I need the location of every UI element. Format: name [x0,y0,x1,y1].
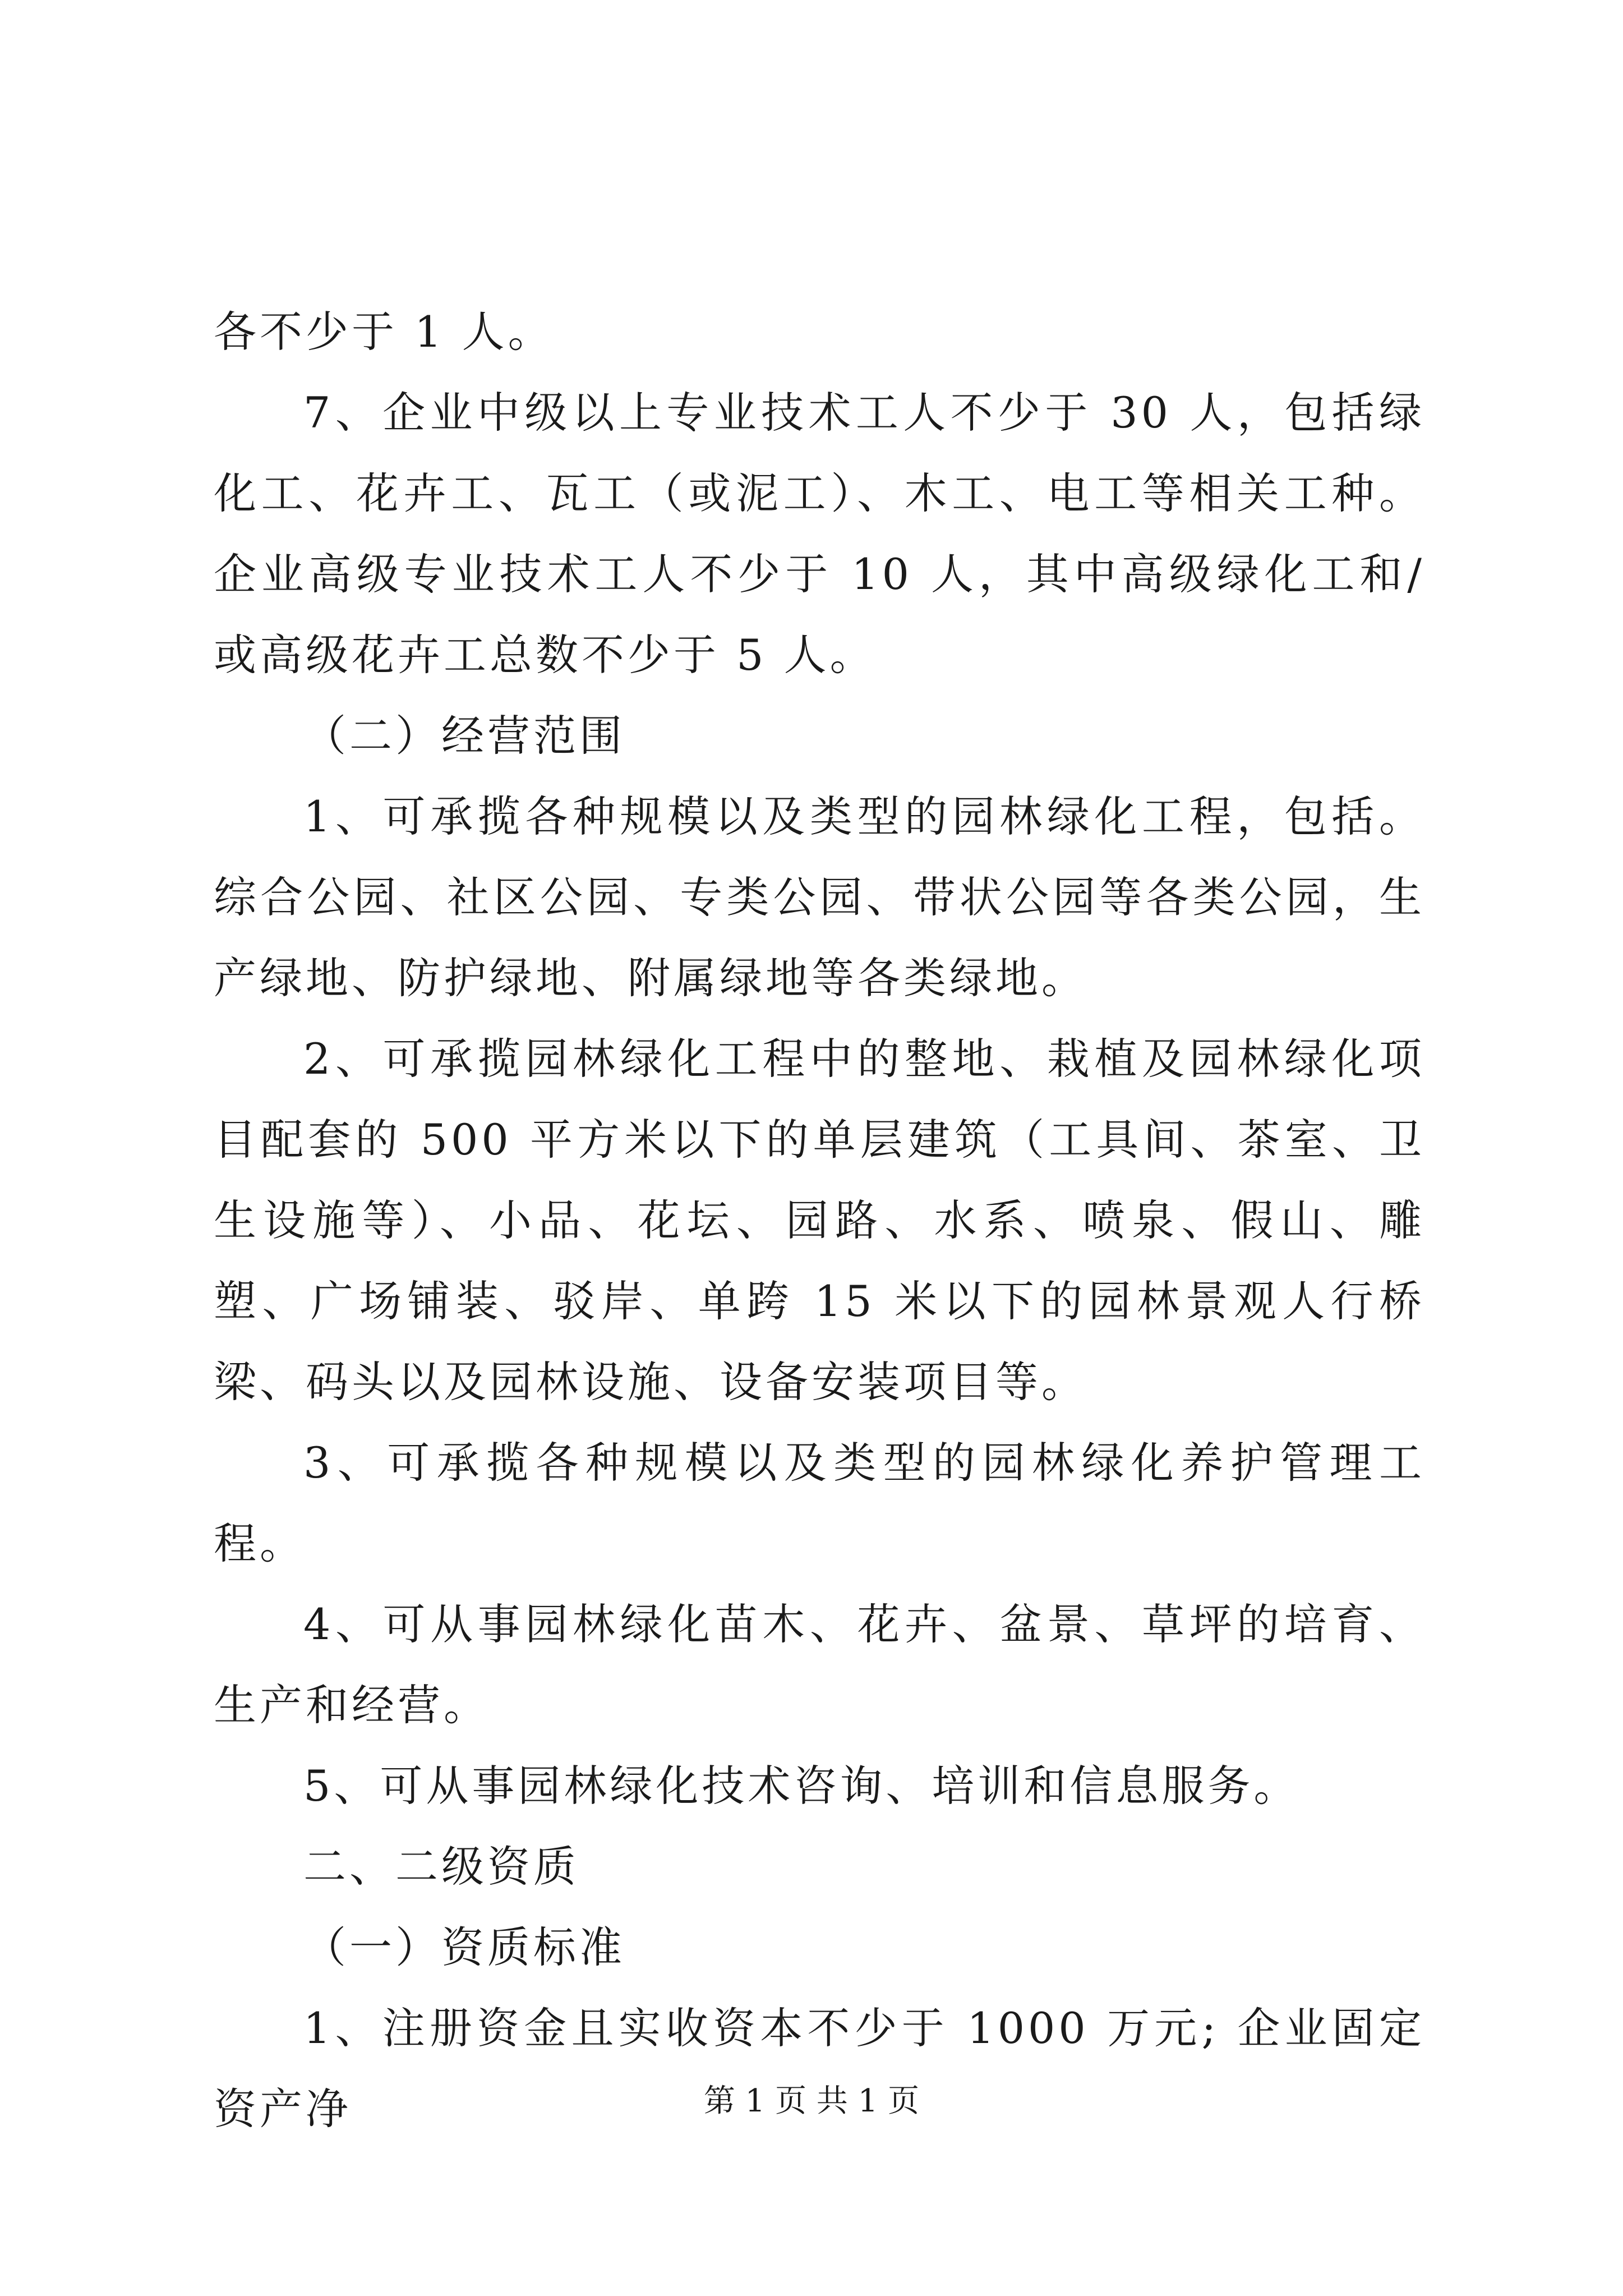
paragraph: 1、可承揽各种规模以及类型的园林绿化工程，包括。综合公园、社区公园、专类公园、带状公园等各类公园，生产绿地、防护绿地、附属绿地等各类绿地。 [214,792,1425,1003]
paragraph: 5、可从事园林绿化技术咨询、培训和信息服务。 [303,1761,1300,1811]
paragraph: 3、可承揽各种规模以及类型的园林绿化养护管理工程。 [214,1438,1425,1568]
paragraph: 2、可承揽园林绿化工程中的整地、栽植及园林绿化项目配套的 500 平方米以下的单层建筑（工具间、茶室、卫生设施等）、小品、花坛、园路、水系、喷泉、假山、雕塑、广场铺装、驳岸、单跨 15 米以下的园林景观人行桥梁、码头以及园林设施、设备安装项目等。 [214,1034,1425,1407]
paragraph: 4、可从事园林绿化苗木、花卉、盆景、草坪的培育、生产和经营。 [214,1599,1425,1730]
paragraph: 7、企业中级以上专业技术工人不少于 30 人，包括绿化工、花卉工、瓦工（或泥工）、木工、电工等相关工种。企业高级专业技术工人不少于 10 人，其中高级绿化工和/或高级花卉工总数不少于 5 人。 [214,388,1425,680]
paragraph: 各不少于 1 人。 [214,307,554,357]
document-body [214,292,1425,2150]
page-footer: 第 1 页 共 1 页 [703,2083,920,2119]
paragraph: 1、注册资金且实收资本不少于 1000 万元; 企业固定资产净 [214,2003,1425,2134]
section-heading: （一）资质标准 [303,1922,625,1972]
section-heading: （二）经营范围 [303,711,625,761]
section-heading: 二、二级资质 [303,1842,579,1892]
